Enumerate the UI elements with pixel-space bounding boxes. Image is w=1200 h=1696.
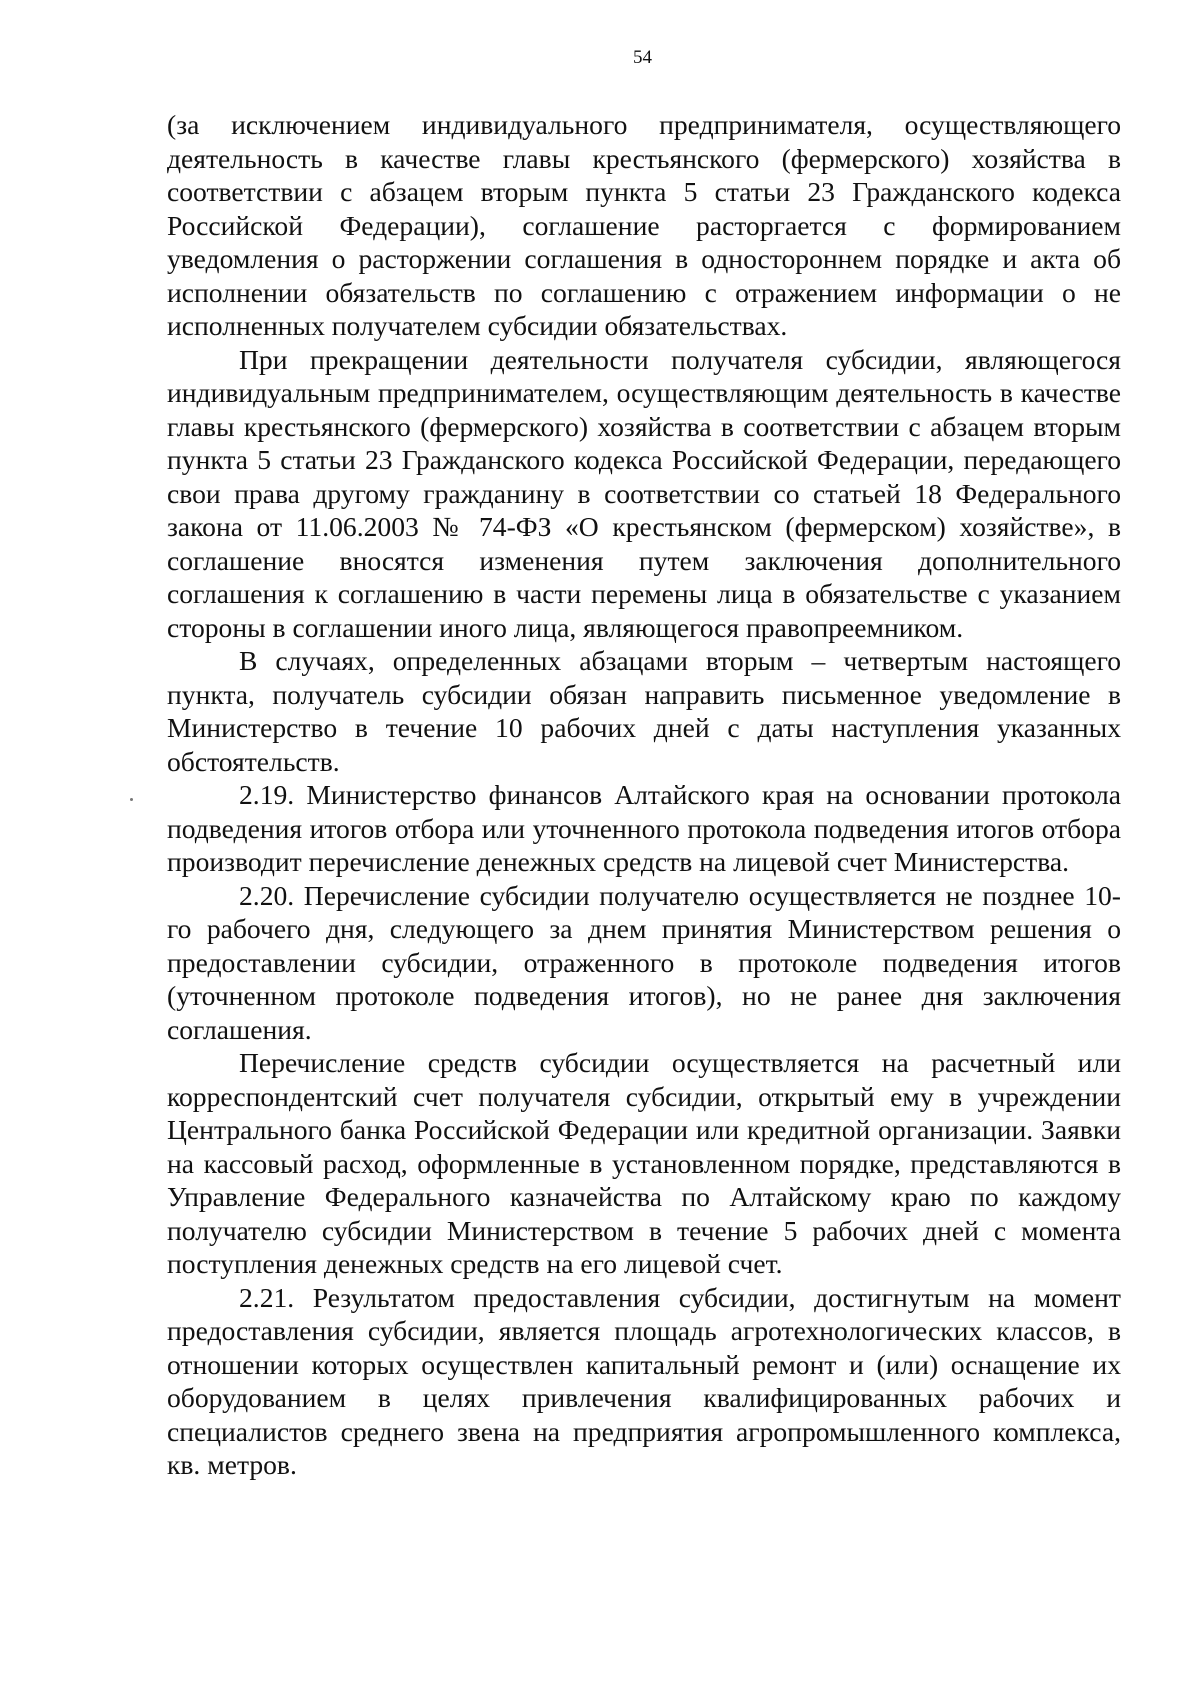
paragraph-entrepreneur-termination: При прекращении деятельности получателя субсидии, являющегося индивидуальным предпринимателем, осуществляющим деятельность в качестве главы крестьянского (фермерского) хозяйства в соответствии с абзацем вторым пункта 5 статьи 23 Гражданского кодекса Российской Федерации, передающего свои права другому гражданину в соответствии со статьей 18 Федерального закона от 11.06.2003 № 74-ФЗ «О крестьянском (фермерском) хозяйстве», в соглашение вносятся изменения путем заключения дополнительного соглашения к соглашению в части перемены лица в обязательстве с указанием стороны в соглашении иного лица, являющегося правопреемником. bbox=[167, 343, 1121, 643]
paragraph-continued-termination: (за исключением индивидуального предпринимателя, осуществляющего деятельность в качестве главы крестьянского (фермерского) хозяйства в соответствии с абзацем вторым пункта 5 статьи 23 Гражданского кодекса Российской Федерации), соглашение расторгается с формированием уведомления о расторжении соглашения в одностороннем порядке и акта об исполнении обязательств по соглашению с отражением информации о не исполненных получателем субсидии обязательствах. bbox=[167, 109, 1121, 341]
clause-2-20: 2.20. Перечисление субсидии получателю осуществляется не позднее 10-го рабочего дня, следующего за днем принятия Министерством решения о предоставлении субсидии, отраженного в протоколе подведения итогов (уточненном протоколе подведения итогов), но не ранее дня заключения соглашения. bbox=[167, 879, 1121, 1045]
scan-margin-speck bbox=[130, 798, 133, 801]
paragraph-transfer-account: Перечисление средств субсидии осуществляется на расчетный или корреспондентский счет получателя субсидии, открытый ему в учреждении Центрального банка Российской Федерации или кредитной организации. Заявки на кассовый расход, оформленные в установленном порядке, представляются в Управление Федерального казначейства по Алтайскому краю по каждому получателю субсидии Министерством в течение 5 рабочих дней с момента поступления денежных средств на его лицевой счет. bbox=[167, 1047, 1121, 1279]
paragraph-notification-duty: В случаях, определенных абзацами вторым – четвертым настоящего пункта, получатель субсидии обязан направить письменное уведомление в Министерство в течение 10 рабочих дней с даты наступления указанных обстоятельств. bbox=[167, 645, 1121, 777]
clause-2-21: 2.21. Результатом предоставления субсидии, достигнутым на момент предоставления субсидии, является площадь агротехнологических классов, в отношении которых осуществлен капитальный ремонт и (или) оснащение их оборудованием в целях привлечения квалифицированных рабочих и специалистов среднего звена на предприятия агропромышленного комплекса, кв. метров. bbox=[167, 1281, 1121, 1480]
clause-2-19: 2.19. Министерство финансов Алтайского края на основании протокола подведения итогов отбора или уточненного протокола подведения итогов отбора производит перечисление денежных средств на лицевой счет Министерства. bbox=[167, 779, 1121, 877]
document-body bbox=[167, 108, 1121, 1482]
page-number: 54 bbox=[633, 47, 652, 68]
